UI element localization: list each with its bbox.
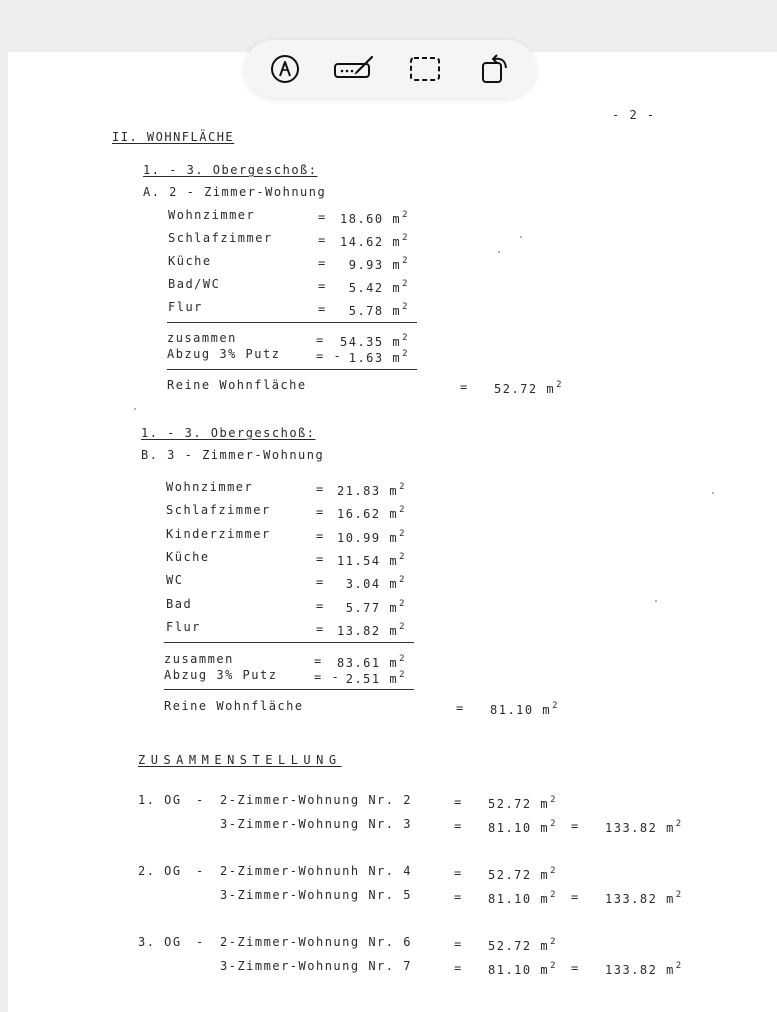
room-eq: = <box>316 598 325 613</box>
scan-speck <box>134 408 136 410</box>
sum-eq-a: = <box>316 333 325 347</box>
summary-area: 81.10 $m^2$ <box>488 890 557 906</box>
summary-floor-label: 1. OG <box>138 793 182 807</box>
room-area: 13.82 $m^2$ <box>337 621 406 638</box>
summary-apartment-line: 3-Zimmer-Wohnung Nr. 5 <box>220 888 412 902</box>
room-eq: = <box>318 302 327 316</box>
room-eq: = <box>316 505 325 520</box>
sum-label-a: zusammen <box>167 331 237 345</box>
net-area-value-a: 52.72 $m^2$ <box>494 380 563 396</box>
signature-icon <box>332 54 378 84</box>
room-name: WC <box>166 573 184 588</box>
summary-area: 52.72 $m^2$ <box>488 866 557 882</box>
room-eq: = <box>318 210 327 224</box>
summary-apartment-line: 2-Zimmer-Wohnung Nr. 6 <box>220 935 412 949</box>
summary-floor-total: 133.82 $m^2$ <box>605 961 683 977</box>
crop-selection-icon <box>408 54 442 84</box>
room-eq: = <box>316 621 325 636</box>
summary-total-eq: = <box>571 961 580 975</box>
room-area: 10.99 $m^2$ <box>337 528 406 545</box>
room-name: Wohnzimmer <box>168 208 256 222</box>
summary-apartment-line: 3-Zimmer-Wohnung Nr. 7 <box>220 959 412 973</box>
summary-area: 81.10 $m^2$ <box>488 961 557 977</box>
scan-speck <box>520 236 522 238</box>
markup-pen-icon <box>269 53 301 85</box>
summary-floor-label: 3. OG <box>138 935 182 949</box>
divider-line <box>167 369 417 370</box>
sum-value-a: 54.35 $m^2$ <box>340 333 409 349</box>
net-area-label-b: Reine Wohnfläche <box>164 699 304 713</box>
scan-speck <box>655 600 657 602</box>
room-eq: = <box>316 528 325 543</box>
summary-eq: = <box>454 890 463 904</box>
room-eq: = <box>316 575 325 590</box>
room-area: 16.62 $m^2$ <box>337 505 406 522</box>
deduction-value-a: 1.63 $m^2$ <box>348 349 409 365</box>
section-heading: II. WOHNFLÄCHE <box>112 130 235 144</box>
summary-floor-label: 2. OG <box>138 864 182 878</box>
room-eq: = <box>318 256 327 270</box>
room-name: Küche <box>168 254 212 268</box>
divider-line <box>164 689 414 690</box>
room-name: Bad/WC <box>168 277 221 291</box>
net-area-value-b: 81.10 $m^2$ <box>490 701 559 717</box>
summary-eq: = <box>454 937 463 951</box>
room-area: 18.60 $m^2$ <box>340 210 409 226</box>
room-area: 5.42 $m^2$ <box>348 279 409 295</box>
room-eq: = <box>318 279 327 293</box>
signature-button[interactable] <box>329 47 381 91</box>
summary-total-eq: = <box>571 890 580 904</box>
summary-dash: - <box>196 935 205 949</box>
scan-speck <box>712 492 714 494</box>
apartment-title-b: B. 3 - Zimmer-Wohnung <box>141 448 325 462</box>
divider-line <box>164 642 414 643</box>
summary-dash: - <box>196 864 205 878</box>
summary-area: 52.72 $m^2$ <box>488 795 557 811</box>
net-area-eq-a: = <box>460 380 469 394</box>
crop-selection-button[interactable] <box>399 47 451 91</box>
markup-pen-button[interactable] <box>259 47 311 91</box>
net-area-label-a: Reine Wohnfläche <box>167 378 307 392</box>
markup-toolbar <box>244 40 536 98</box>
room-area: 14.62 $m^2$ <box>340 233 409 249</box>
deduction-value-b: 2.51 $m^2$ <box>345 670 406 686</box>
room-name: Schlafzimmer <box>168 231 273 245</box>
room-area: 5.77 $m^2$ <box>345 598 406 615</box>
summary-area: 81.10 $m^2$ <box>488 819 557 835</box>
room-name: Schlafzimmer <box>166 503 271 518</box>
room-eq: = <box>316 551 325 566</box>
summary-apartment-line: 2-Zimmer-Wohnung Nr. 2 <box>220 793 412 807</box>
sum-eq-b: = <box>314 654 323 668</box>
summary-area: 52.72 $m^2$ <box>488 937 557 953</box>
room-area: 3.04 $m^2$ <box>345 575 406 592</box>
net-area-eq-b: = <box>456 701 465 715</box>
summary-floor-total: 133.82 $m^2$ <box>605 890 683 906</box>
room-area: 21.83 $m^2$ <box>337 482 406 498</box>
summary-eq: = <box>454 795 463 809</box>
divider-line <box>167 322 417 323</box>
deduction-eq-a: = - <box>316 349 343 363</box>
rotate-icon <box>479 52 511 86</box>
room-name: Küche <box>166 549 210 564</box>
summary-eq: = <box>454 866 463 880</box>
room-area: 9.93 $m^2$ <box>348 256 409 272</box>
page-number: - 2 - <box>612 108 656 122</box>
room-name: Flur <box>166 619 201 634</box>
sum-value-b: 83.61 $m^2$ <box>337 654 406 670</box>
room-eq: = <box>318 233 327 247</box>
room-name: Kinderzimmer <box>166 526 271 541</box>
floor-heading-a: 1. - 3. Obergeschoß: <box>143 163 318 177</box>
summary-floor-total: 133.82 $m^2$ <box>605 819 683 835</box>
summary-apartment-line: 3-Zimmer-Wohnung Nr. 3 <box>220 817 412 831</box>
deduction-label-a: Abzug 3% Putz <box>167 347 281 361</box>
room-name: Bad <box>166 596 193 611</box>
summary-heading: ZUSAMMENSTELLUNG <box>138 753 342 767</box>
room-name: Flur <box>168 300 203 314</box>
scan-speck <box>498 251 500 253</box>
rotate-button[interactable] <box>469 47 521 91</box>
summary-apartment-line: 2-Zimmer-Wohnunh Nr. 4 <box>220 864 412 878</box>
summary-total-eq: = <box>571 819 580 833</box>
apartment-title-a: A. 2 - Zimmer-Wohnung <box>143 185 327 199</box>
sum-label-b: zusammen <box>164 652 234 666</box>
summary-dash: - <box>196 793 205 807</box>
summary-eq: = <box>454 961 463 975</box>
room-name: Wohnzimmer <box>166 480 254 494</box>
deduction-label-b: Abzug 3% Putz <box>164 668 278 682</box>
summary-eq: = <box>454 819 463 833</box>
room-area: 5.78 $m^2$ <box>348 302 409 318</box>
room-area: 11.54 $m^2$ <box>337 551 406 568</box>
deduction-eq-b: = - <box>314 670 341 684</box>
floor-heading-b: 1. - 3. Obergeschoß: <box>141 426 316 440</box>
room-eq: = <box>316 482 325 496</box>
